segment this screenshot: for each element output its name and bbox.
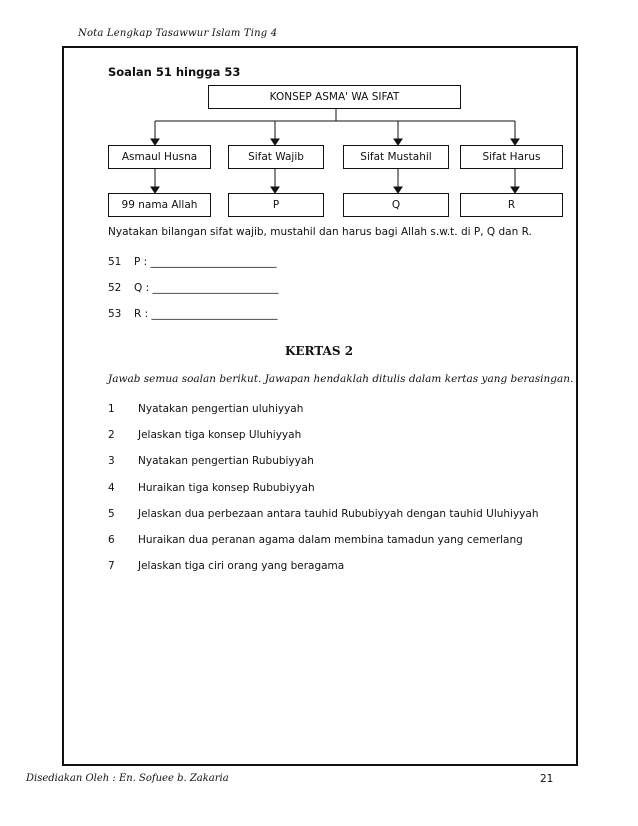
header-note: Nota Lengkap Tasawwur Islam Ting 4 [78, 28, 278, 39]
answer-line-52 [108, 282, 278, 294]
answer-number: 52 [108, 282, 122, 294]
diagram-box-sifat-mustahil: Sifat Mustahil [343, 145, 449, 169]
question-item-6 [108, 534, 523, 546]
question-text: Nyatakan pengertian Rububiyyah [138, 455, 314, 467]
diagram-box-r: R [460, 193, 563, 217]
question-item-4 [108, 482, 315, 494]
kertas-2-instruction: Jawab semua soalan berikut. Jawapan hendaklah ditulis dalam kertas yang berasingan. [108, 373, 574, 385]
question-item-1 [108, 403, 303, 415]
answer-number: 51 [108, 256, 122, 268]
answer-line-53 [108, 308, 278, 320]
question-number: 6 [108, 534, 115, 546]
question-number: 5 [108, 508, 115, 520]
answer-number: 53 [108, 308, 122, 320]
question-text: Huraikan dua peranan agama dalam membina tamadun yang cemerlang [138, 534, 523, 546]
diagram-root-box: KONSEP ASMA' WA SIFAT [208, 85, 461, 109]
question-number: 4 [108, 482, 115, 494]
diagram-box-asmaul-husna: Asmaul Husna [108, 145, 211, 169]
question-number: 2 [108, 429, 115, 441]
question-item-5 [108, 508, 538, 520]
question-number: 7 [108, 560, 115, 572]
question-text: Jelaskan dua perbezaan antara tauhid Rububiyyah dengan tauhid Uluhiyyah [138, 508, 539, 520]
question-item-7 [108, 560, 344, 572]
question-text: Nyatakan pengertian uluhiyyah [138, 403, 304, 415]
answer-line-51 [108, 256, 277, 268]
footer-prepared-by: Disediakan Oleh : En. Sofuee b. Zakaria [26, 773, 229, 784]
question-item-3 [108, 455, 314, 467]
diagram-box-p: P [228, 193, 324, 217]
question-number: 3 [108, 455, 115, 467]
answer-blank: R : ________________________ [134, 308, 278, 320]
section-title-kertas-2: KERTAS 2 [284, 344, 354, 358]
question-text: Huraikan tiga konsep Rububiyyah [138, 482, 315, 494]
question-instruction: Nyatakan bilangan sifat wajib, mustahil dan harus bagi Allah s.w.t. di P, Q dan R. [108, 226, 532, 238]
question-number: 1 [108, 403, 115, 415]
page-number: 21 [540, 773, 554, 785]
section-title-soalan: Soalan 51 hingga 53 [108, 65, 241, 79]
diagram-box-sifat-harus: Sifat Harus [460, 145, 563, 169]
question-item-2 [108, 429, 301, 441]
diagram-box-99-nama-allah: 99 nama Allah [108, 193, 211, 217]
answer-blank: Q : ________________________ [134, 282, 279, 294]
diagram-box-q: Q [343, 193, 449, 217]
question-text: Jelaskan tiga konsep Uluhiyyah [138, 429, 302, 441]
diagram-box-sifat-wajib: Sifat Wajib [228, 145, 324, 169]
question-text: Jelaskan tiga ciri orang yang beragama [138, 560, 345, 572]
answer-blank: P : ________________________ [134, 256, 277, 268]
